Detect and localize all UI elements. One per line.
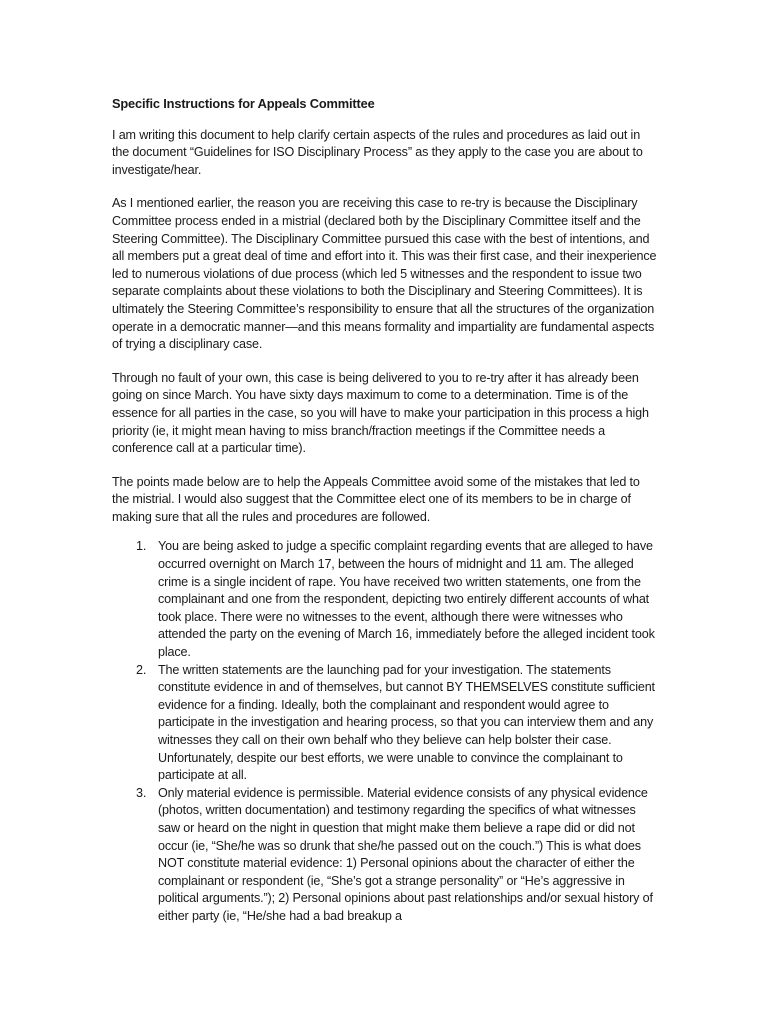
paragraph-timeline: Through no fault of your own, this case is being delivered to you to re-try after it has already been going on since March. You have sixty days maximum to come to a determination. Time is of the essence for all parties in the case, so you will have to make your participation in this process a high priority (ie, it might mean having to miss branch/fraction meetings if the Committee needs a conference call at a particular time). xyxy=(112,370,649,456)
paragraph-mistrial: As I mentioned earlier, the reason you are receiving this case to re-try is because the Disciplinary Committee process ended in a mistrial (declared both by the Disciplinary Committee itself and the Steering Committee). The Disciplinary Committee pursued this case with the best of intentions, and all members put a great deal of time and effort into it. This was their first case, and their inexperience led to numerous violations of due process (which led 5 witnesses and the respondent to issue two separate complaints about these violations to both the Disciplinary and Steering Committees). It is ultimately the Steering Committee’s responsibility to ensure that all the structures of the organization operate in a democratic manner—and this means formality and impartiality are fundamental aspects of trying a disciplinary case. xyxy=(112,196,657,352)
list-item-text: The written statements are the launching pad for your investigation. The statements constitute evidence in and of themselves, but cannot BY THEMSELVES constitute sufficient evidence for a finding. Ideally, both the complainant and respondent would agree to participate in the investigation and hearing process, so that you can interview them and any witnesses they call on their own behalf who they believe can help bolster their case. Unfortunately, despite our best efforts, we were unable to convince the complainant to participate at all. xyxy=(158,662,655,783)
list-item-text: You are being asked to judge a specific complaint regarding events that are alleged to have occurred overnight on March 17, between the hours of midnight and 11 am. The alleged crime is a single incident of rape. You have received two written statements, one from the complainant and one from the respondent, depicting two entirely different accounts of what took place. There were no witnesses to the event, although there were witnesses who attended the party on the evening of March 16, immediately before the alleged incident took place. xyxy=(158,539,655,660)
document-title: Specific Instructions for Appeals Committee xyxy=(112,96,375,111)
list-item-text: Only material evidence is permissible. Material evidence consists of any physical evidence (photos, written documentation) and testimony regarding the specifics of what witnesses saw or heard on the night in question that might make them believe a rape did or did not occur (ie, “She/he was so drunk that she/he passed out on the couch.”) This is what does NOT constitute material evidence: 1) Personal opinions about the character of either the complainant or respondent (ie, “She’s got a strange personality” or “He’s aggressive in political arguments.”); 2) Personal opinions about past relationships and/or sexual history of either party (ie, “He/she had a bad breakup a xyxy=(158,785,653,923)
document-body xyxy=(112,95,660,926)
paragraph-points-intro: The points made below are to help the Appeals Committee avoid some of the mistakes that led to the mistrial. I would also suggest that the Committee elect one of its members to be in charge of making sure that all the rules and procedures are followed. xyxy=(112,474,640,524)
list-item xyxy=(112,785,660,926)
list-item-number: 3. xyxy=(136,785,147,800)
paragraph-intro: I am writing this document to help clarify certain aspects of the rules and procedures as laid out in the document “Guidelines for ISO Disciplinary Process” as they apply to the case you are about to investigate/hear. xyxy=(112,127,643,177)
list-item xyxy=(112,538,660,661)
list-item xyxy=(112,662,660,785)
list-item-number: 1. xyxy=(136,539,147,554)
list-item-number: 2. xyxy=(136,662,147,677)
numbered-list xyxy=(112,538,660,925)
